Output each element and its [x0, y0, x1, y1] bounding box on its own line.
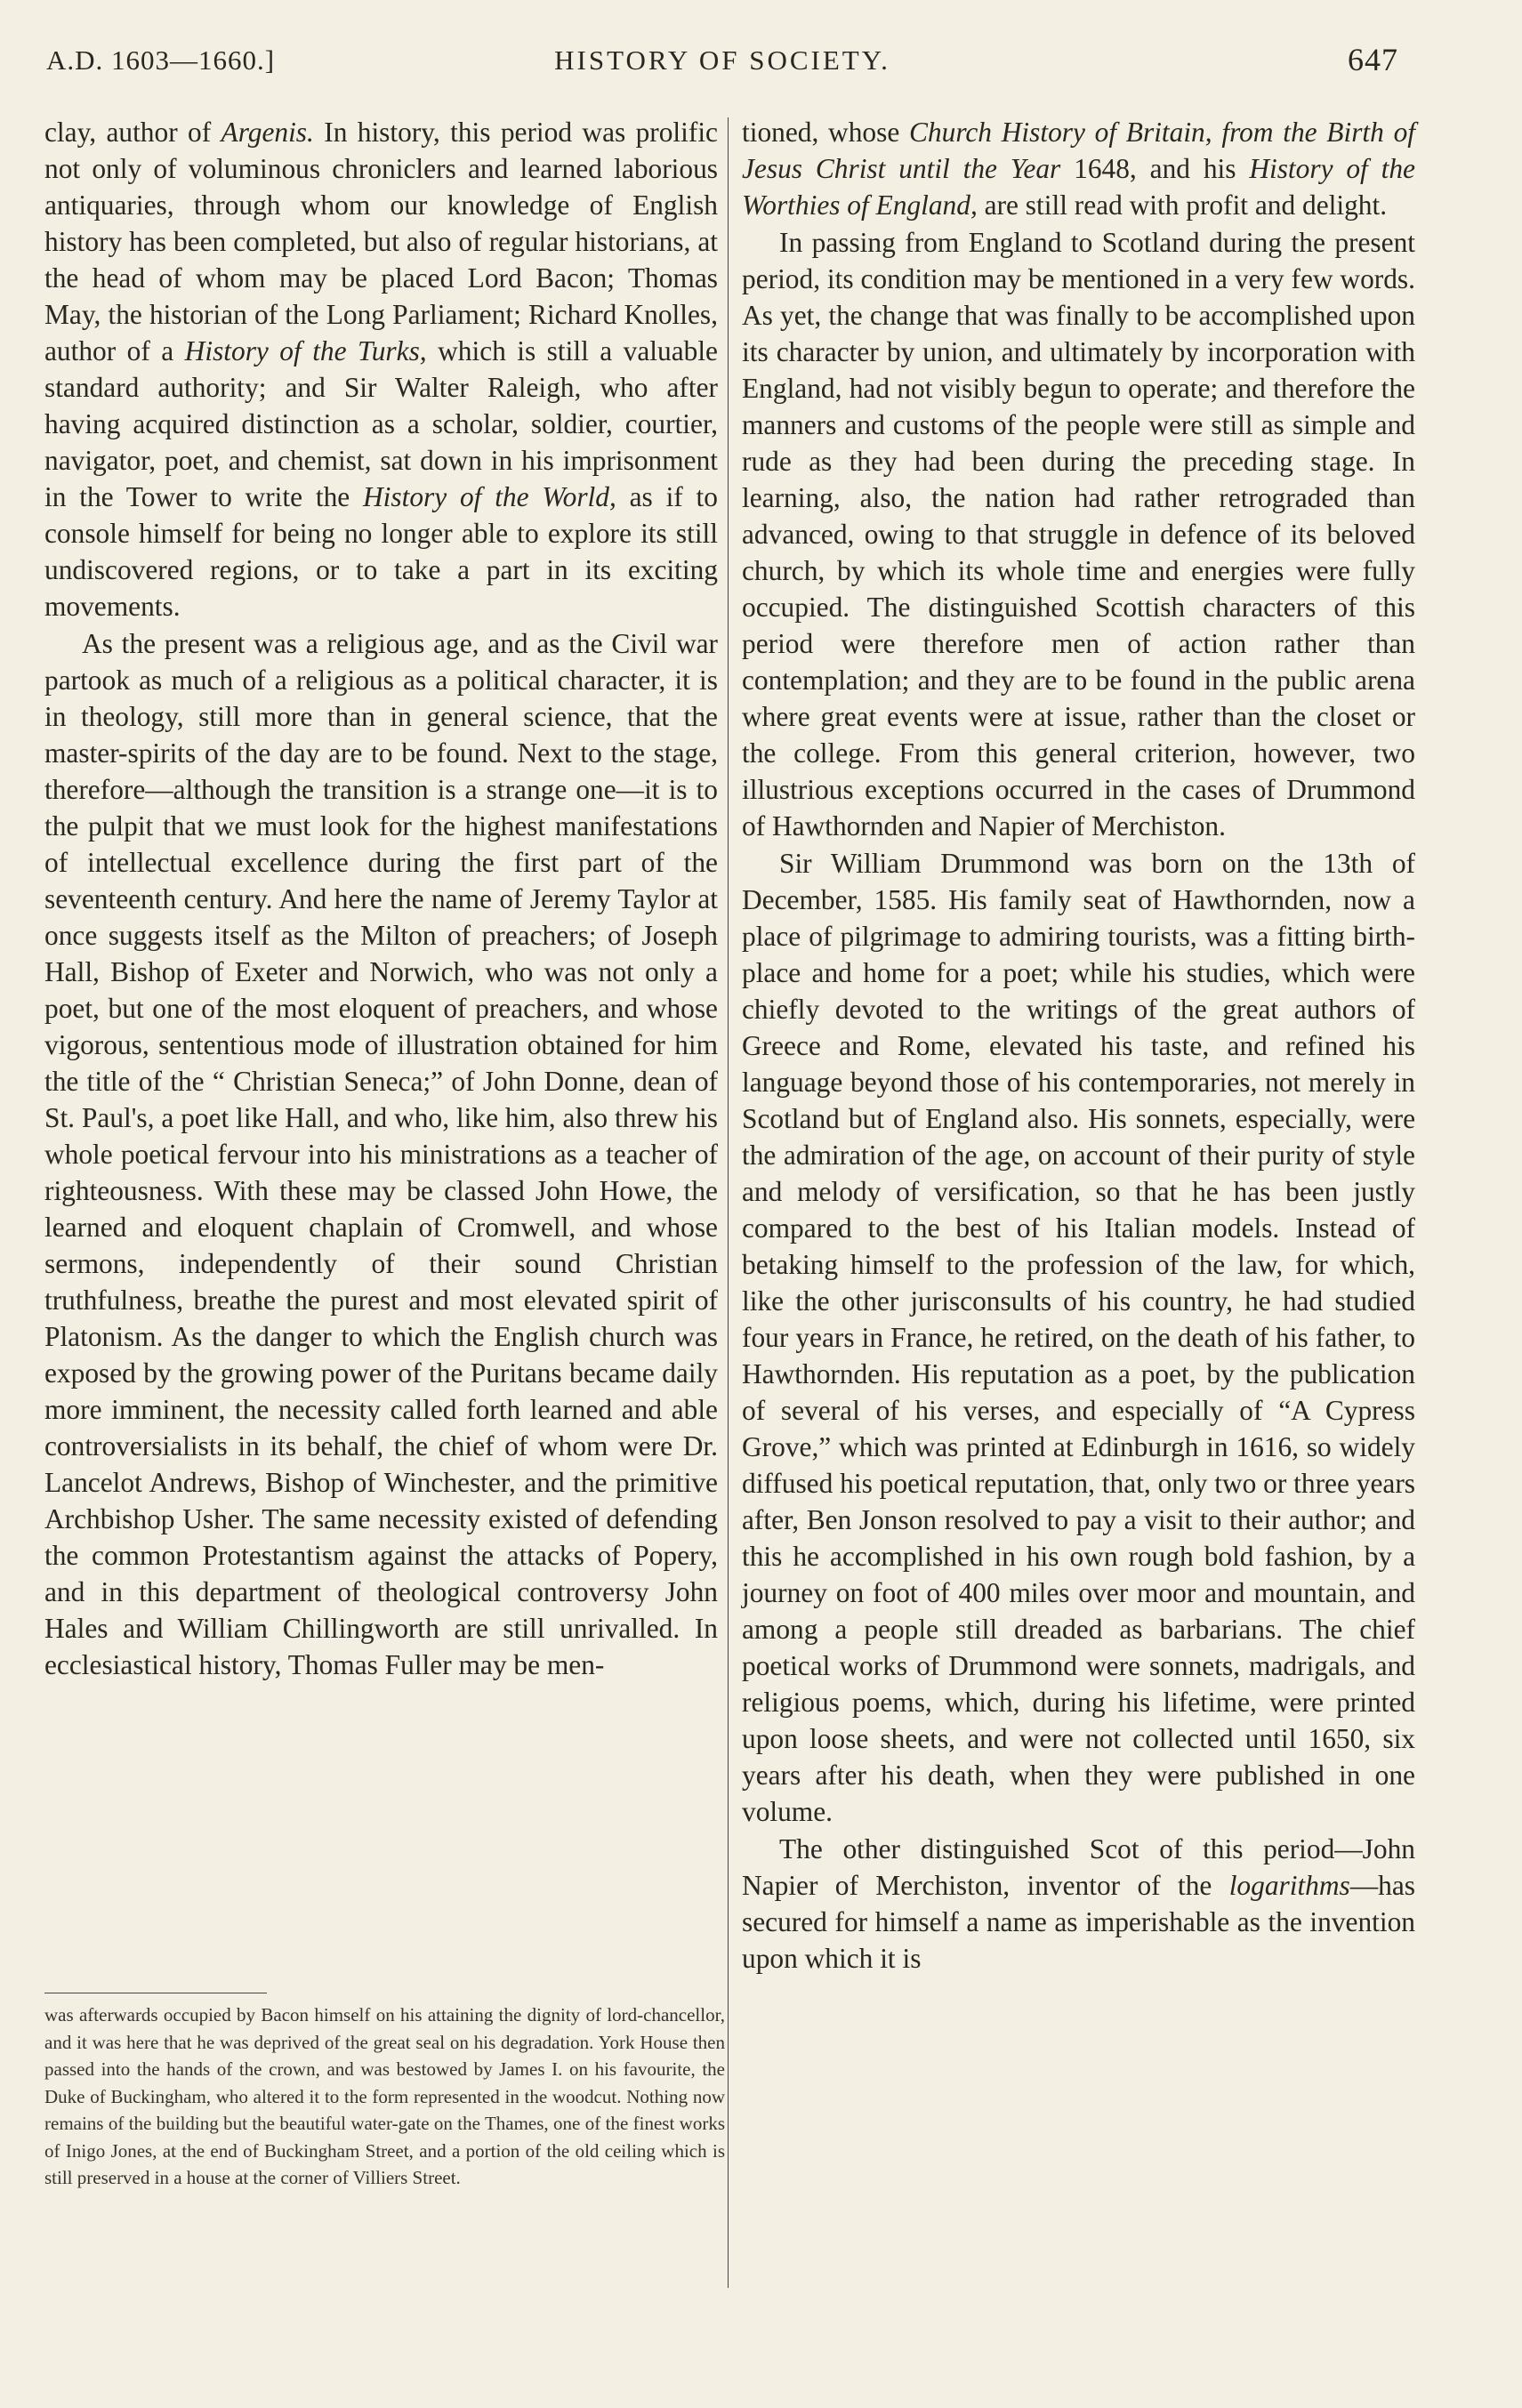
header-date-range: A.D. 1603—1660.] — [46, 44, 276, 76]
text-run: are still read with profit and delight. — [977, 189, 1388, 221]
header-title: HISTORY OF SOCIETY. — [554, 44, 890, 76]
italic-title-worthies: History of the Worthies of England, — [742, 153, 1415, 221]
right-paragraph-2: In passing from England to Scotland during the present period, its condition may be mentioned in a very few words. As yet, the change that was finally to be accomplished upon its character by union, and ultimately by incorporation with England, had not visibly begun to operate; and therefore the manners and customs of the people were still as simple and rude as they had been during the preceding stage. In learning, also, the nation had rather retrograded than advanced, owing to that struggle in defence of its beloved church, by which its whole time and energies were fully occupied. The distinguished Scottish characters of this period were therefore men of action rather than contemplation; and they are to be found in the public arena where great events were at issue, rather than the closet or the college. From this general criterion, however, two illustrious exceptions occurred in the cases of Drummond of Hawthornden and Napier of Merchiston. — [742, 227, 1415, 842]
text-run: tioned, whose — [742, 117, 909, 148]
italic-title-history-of-turks: History of the Turks, — [184, 335, 427, 366]
text-run: as if to console himself for being no longer able to explore its still undiscovered regions, or to take a part in its exciting movements. — [44, 481, 718, 622]
text-run: clay, author of — [44, 117, 221, 148]
column-divider — [728, 117, 729, 2288]
italic-title-argenis: Argenis. — [221, 117, 314, 148]
text-run: —has secured for himself a name as imperishable as the invention upon which it is — [742, 1870, 1415, 1974]
right-column — [742, 114, 1415, 1977]
text-run: 1648, and his — [1060, 153, 1250, 184]
italic-title-church-history: Church History of Britain, from the Birth of Jesus Christ until the Year — [742, 117, 1415, 184]
text-run: The other distinguished Scot of this period—John Napier of Merchiston, inventor of the — [742, 1833, 1415, 1901]
text-run: which is still a valuable standard authority; and Sir Walter Raleigh, who after having acquired distinction as a scholar, soldier, courtier, navigator, poet, and chemist, sat down in his imprisonment in the Tower to write the — [44, 335, 718, 512]
left-column — [44, 114, 718, 1683]
footnote-text: was afterwards occupied by Bacon himself on his attaining the dignity of lord-chancellor, and it was here that he was deprived of the great seal on his degradation. York House then passed into the hands of the crown, and was bestowed by James I. on his favourite, the Duke of Buckingham, who altered it to the form represented in the woodcut. Nothing now remains of the building but the beautiful water-gate on the Thames, one of the finest works of Inigo Jones, at the end of Buckingham Street, and a portion of the old ceiling which is still preserved in a house at the corner of Villiers Street. — [44, 2004, 725, 2188]
right-paragraph-4 — [742, 1831, 1415, 1977]
text-run: In history, this period was prolific not only of voluminous chroniclers and learned laborious antiquaries, through whom our knowledge of English history has been completed, but also of regular historians, at the head of whom may be placed Lord Bacon; Thomas May, the historian of the Long Parliament; Richard Knolles, author of a — [44, 117, 718, 366]
italic-title-history-of-world: History of the World, — [363, 481, 616, 512]
right-paragraph-3: Sir William Drummond was born on the 13th of December, 1585. His family seat of Hawthornden, now a place of pilgrimage to admiring tourists, was a fitting birth-place and home for a poet; while his studies, which were chiefly devoted to the writings of the great authors of Greece and Rome, elevated his taste, and refined his language beyond those of his contemporaries, not merely in Scotland but of England also. His sonnets, especially, were the admiration of the age, on account of their purity of style and melody of versification, so that he has been justly compared to the best of his Italian models. Instead of betaking himself to the profession of the law, for which, like the other jurisconsults of his country, he had studied four years in France, he retired, on the death of his father, to Hawthornden. His reputation as a poet, by the publication of several of his verses, and especially of “A Cypress Grove,” which was printed at Edinburgh in 1616, so widely diffused his poetical reputation, that, only two or three years after, Ben Jonson resolved to pay a visit to their author; and this he accomplished in his own rough bold fashion, by a journey on foot of 400 miles over moor and mountain, and among a people still dreaded as barbarians. The chief poetical works of Drummond were sonnets, madrigals, and religious poems, which, during his lifetime, were printed upon loose sheets, and were not collected until 1650, six years after his death, when they were published in one volume. — [742, 848, 1415, 1827]
running-header — [46, 44, 1398, 89]
right-paragraph-1 — [742, 114, 1415, 223]
italic-term-logarithms: logarithms — [1228, 1870, 1350, 1901]
left-paragraph-1 — [44, 114, 718, 624]
left-paragraph-2: As the present was a religious age, and as the Civil war partook as much of a religious as a political character, it is in theology, still more than in general science, that the master-spirits of the day are to be found. Next to the stage, therefore—although the transition is a strange one—it is to the pulpit that we must look for the highest manifestations of intellectual excellence during the first part of the seventeenth century. And here the name of Jeremy Taylor at once suggests itself as the Milton of preachers; of Joseph Hall, Bishop of Exeter and Norwich, who was not only a poet, but one of the most eloquent of preachers, and whose vigorous, sententious mode of illustration obtained for him the title of the “ Christian Seneca;” of John Donne, dean of St. Paul's, a poet like Hall, and who, like him, also threw his whole poetical fervour into his ministrations as a teacher of righteousness. With these may be classed John Howe, the learned and eloquent chaplain of Cromwell, and whose sermons, independently of their sound Christian truthfulness, breathe the purest and most elevated spirit of Platonism. As the danger to which the English church was exposed by the growing power of the Puritans became daily more imminent, the necessity called forth learned and able controversialists in its behalf, the chief of whom were Dr. Lancelot Andrews, Bishop of Winchester, and the primitive Archbishop Usher. The same necessity existed of defending the common Protestantism against the attacks of Popery, and in this department of theological controversy John Hales and William Chillingworth are still unrivalled. In ecclesiastical history, Thomas Fuller may be men- — [44, 628, 718, 1680]
page-number: 647 — [1348, 42, 1398, 77]
footnote — [44, 2001, 725, 2192]
